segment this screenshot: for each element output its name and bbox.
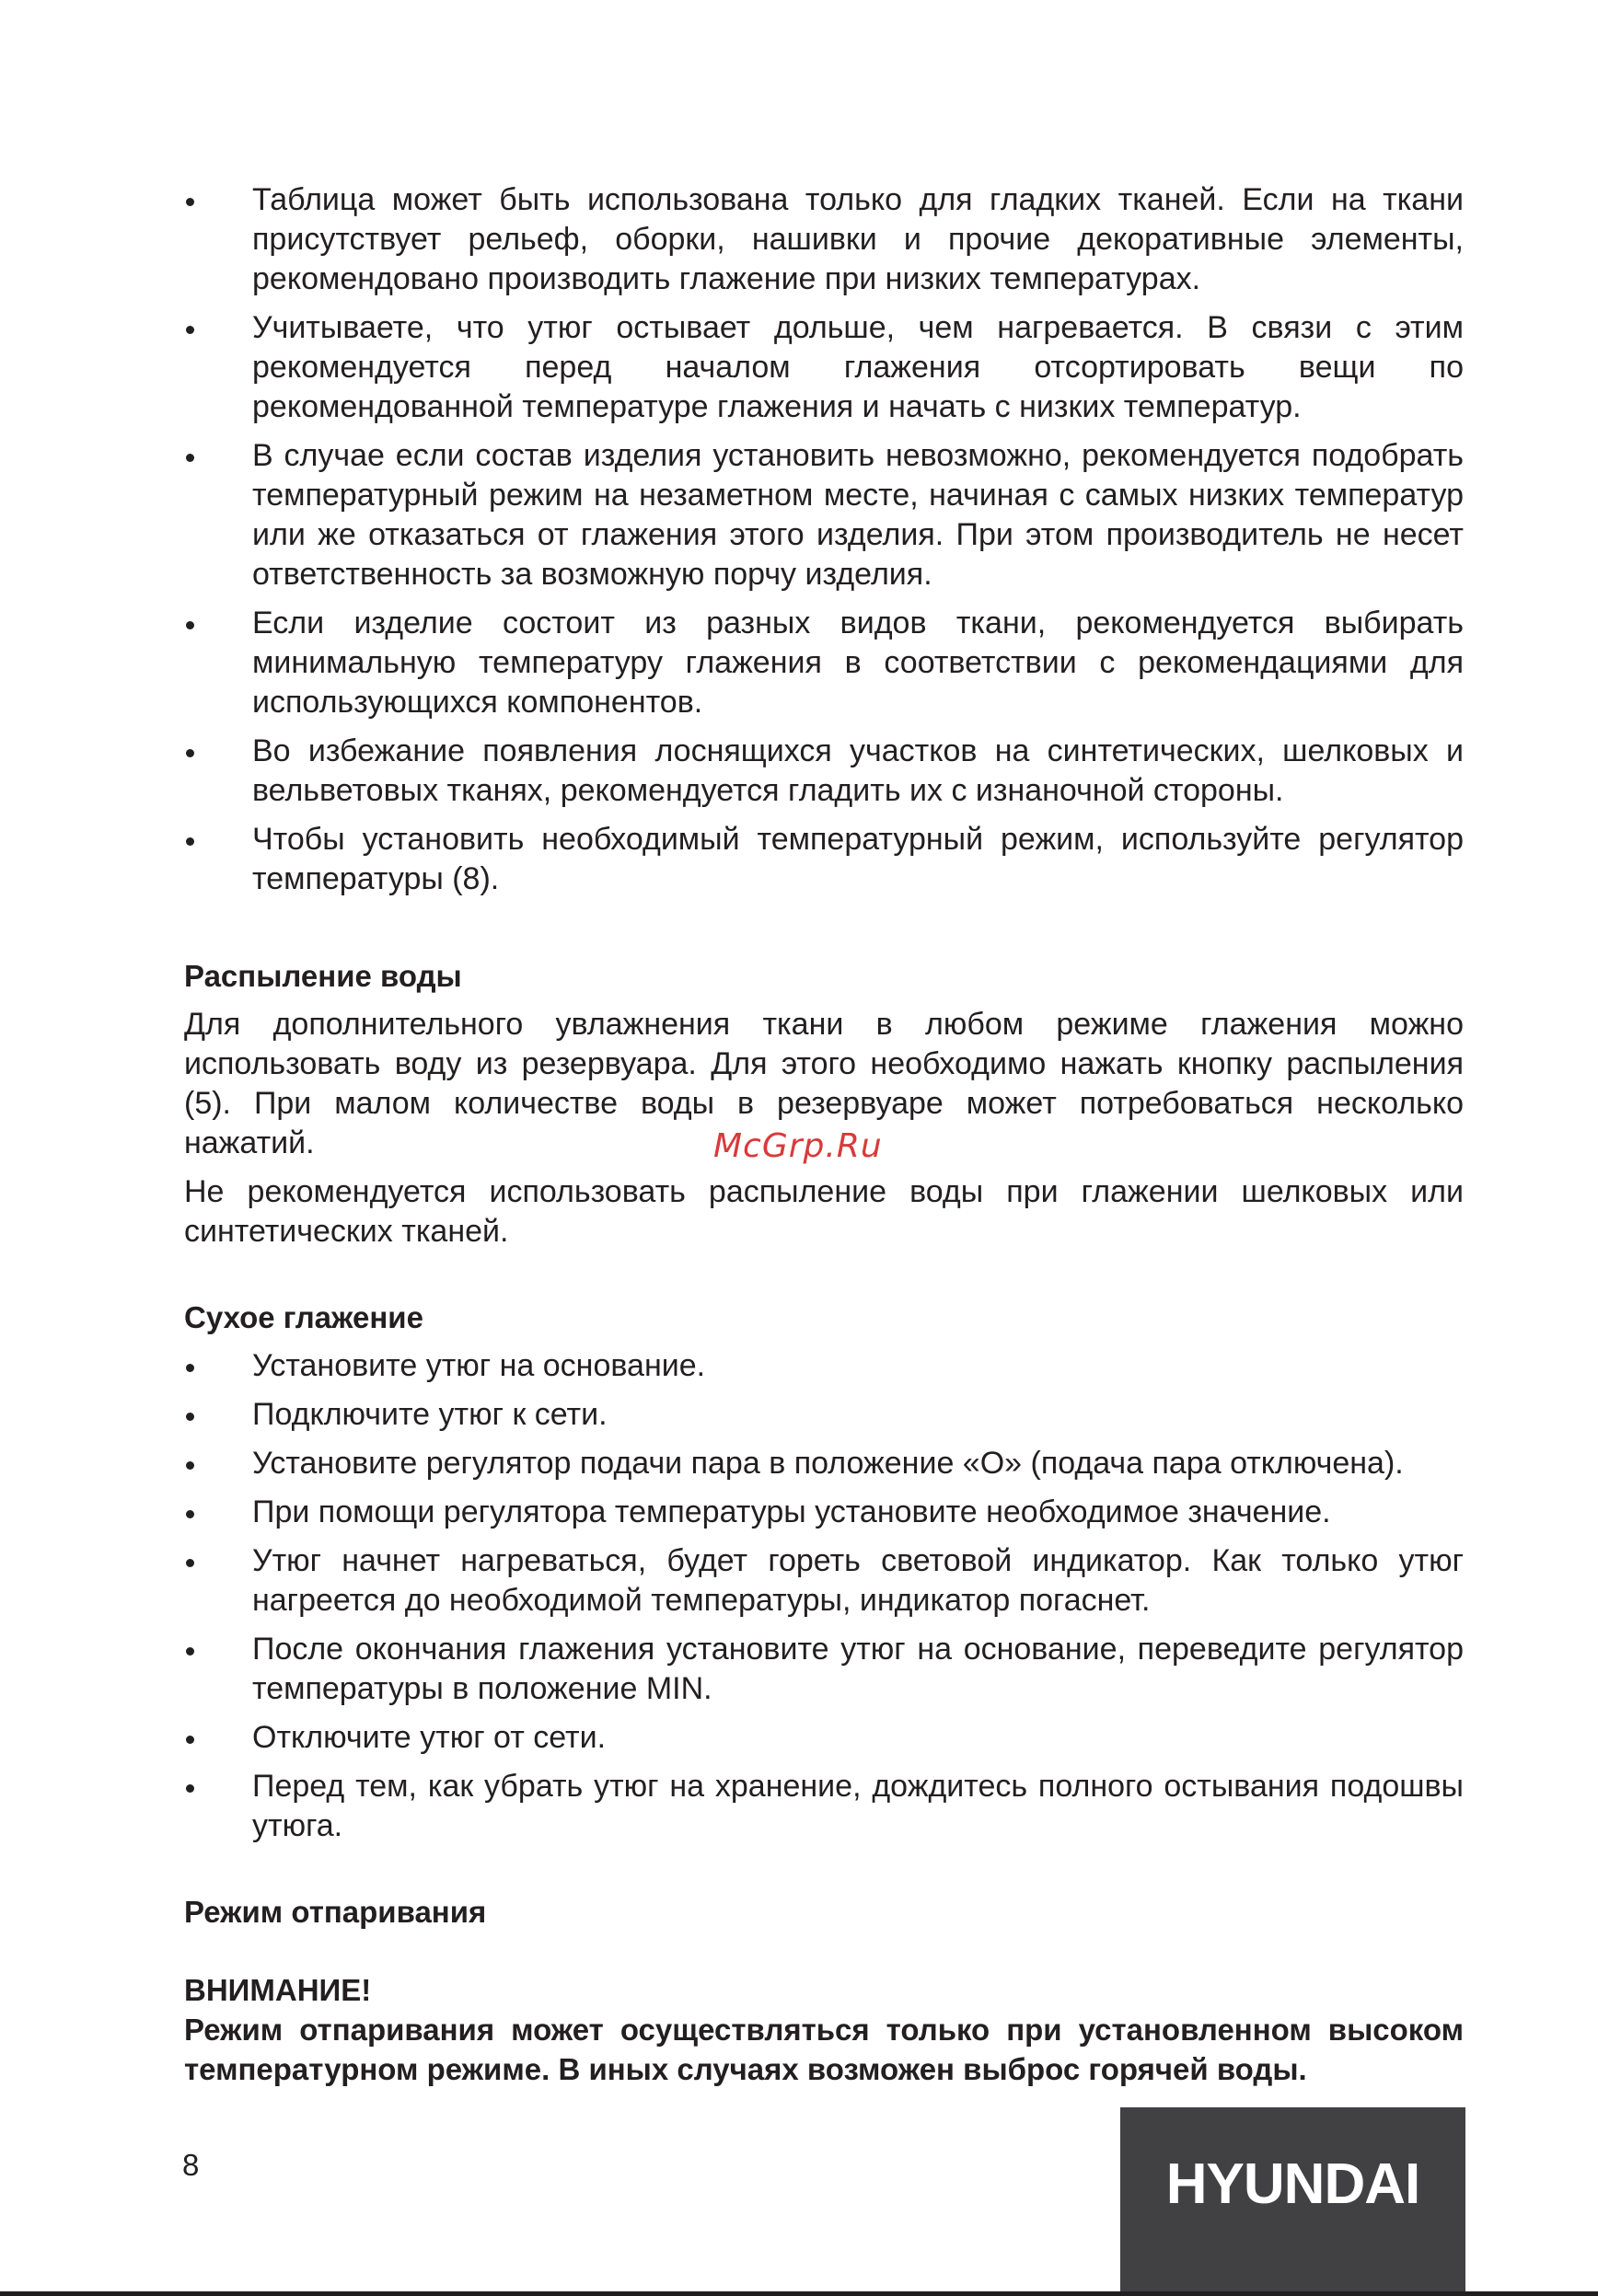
bullet-icon — [186, 454, 194, 462]
brand-logo-text: HYUNDAI — [1165, 2152, 1420, 2216]
list-item-text: Перед тем, как убрать утюг на хранение, дождитесь полного остывания подошвы утюга. — [252, 1769, 1464, 1843]
bullet-icon — [186, 837, 194, 846]
dry-ironing-heading: Сухое глажение — [184, 1300, 423, 1334]
list-item — [184, 308, 1464, 427]
bullet-icon — [186, 1647, 194, 1656]
bullet-icon — [186, 1413, 194, 1421]
list-item — [184, 1346, 1464, 1386]
spray-paragraph-2: Не рекомендуется использовать распыление воды при глажении шелковых или синтетических тканей. — [184, 1174, 1464, 1249]
list-item-text: Установите утюг на основание. — [252, 1348, 706, 1383]
list-item-text: Установите регулятор подачи пара в положение «О» (подача пара отключена). — [252, 1446, 1404, 1481]
ironing-tips-list — [184, 180, 1464, 899]
bullet-icon — [186, 198, 194, 206]
spray-paragraph-1: Для дополнительного увлажнения ткани в любом режиме глажения можно использовать воду из резервуара. Для этого необходимо нажать кнопку распыления (5). При малом количестве воды в резервуаре может потребоваться несколько нажатий. — [184, 1007, 1464, 1160]
list-item — [184, 604, 1464, 722]
bullet-icon — [186, 1559, 194, 1567]
list-item-text: При помощи регулятора температуры установите необходимое значение. — [252, 1494, 1331, 1529]
bullet-icon — [186, 621, 194, 629]
dry-ironing-list — [184, 1346, 1464, 1846]
list-item-text: Отключите утюг от сети. — [252, 1720, 607, 1755]
bullet-icon — [186, 326, 194, 334]
list-item — [184, 1541, 1464, 1621]
list-item — [184, 1395, 1464, 1435]
list-item-text: Утюг начнет нагреваться, будет гореть световой индикатор. Как только утюг нагреется до необходимой температуры, индикатор погаснет. — [252, 1543, 1464, 1618]
list-item-text: Подключите утюг к сети. — [252, 1397, 608, 1432]
list-item-text: Во избежание появления лоснящихся участков на синтетических, шелковых и вельветовых тканях, рекомендуется гладить их с изнаночной стороны. — [252, 733, 1464, 808]
warning-text: Режим отпаривания может осуществляться только при установленном высоком температурном режиме. В иных случаях возможен выброс горячей воды. — [184, 2013, 1464, 2086]
list-item — [184, 820, 1464, 899]
list-item-text: Если изделие состоит из разных видов ткани, рекомендуется выбирать минимальную температуру глажения в соответствии с рекомендациями для использующихся компонентов. — [252, 606, 1464, 720]
warning-title: ВНИМАНИЕ! — [184, 1973, 372, 2007]
list-item — [184, 180, 1464, 299]
list-item — [184, 436, 1464, 594]
steam-heading: Режим отпаривания — [184, 1895, 487, 1929]
list-item — [184, 1444, 1464, 1483]
bullet-icon — [186, 1784, 194, 1793]
bullet-icon — [186, 1461, 194, 1470]
list-item-text: Учитываете, что утюг остывает дольше, чем нагревается. В связи с этим рекомендуется перед началом глажения отсортировать вещи по рекомендованной температуре глажения и начать с низких температур. — [252, 310, 1464, 424]
watermark: McGrp.Ru — [713, 1127, 883, 1165]
bullet-icon — [186, 1736, 194, 1744]
list-item — [184, 1630, 1464, 1709]
list-item-text: В случае если состав изделия установить невозможно, рекомендуется подобрать температурный режим на незаметном месте, начиная с самых низких температур или же отказаться от глажения этого изделия. При этом производитель не несет ответственность за возможную порчу изделия. — [252, 438, 1464, 592]
bullet-icon — [186, 1510, 194, 1518]
list-item-text: После окончания глажения установите утюг на основание, переведите регулятор температуры в положение MIN. — [252, 1632, 1464, 1706]
list-item-text: Чтобы установить необходимый температурный режим, используйте регулятор температуры (8). — [252, 822, 1464, 896]
spray-heading: Распыление воды — [184, 959, 462, 993]
bottom-divider — [0, 2291, 1598, 2296]
page-number: 8 — [182, 2148, 200, 2182]
list-item — [184, 1718, 1464, 1758]
list-item — [184, 732, 1464, 811]
list-item — [184, 1767, 1464, 1846]
bullet-icon — [186, 1364, 194, 1372]
list-item-text: Таблица может быть использована только для гладких тканей. Если на ткани присутствует рельеф, оборки, нашивки и прочие декоративные элементы, рекомендовано производить глажение при низких температурах. — [252, 182, 1464, 296]
brand-logo — [1120, 2107, 1465, 2296]
list-item — [184, 1493, 1464, 1532]
bullet-icon — [186, 749, 194, 757]
